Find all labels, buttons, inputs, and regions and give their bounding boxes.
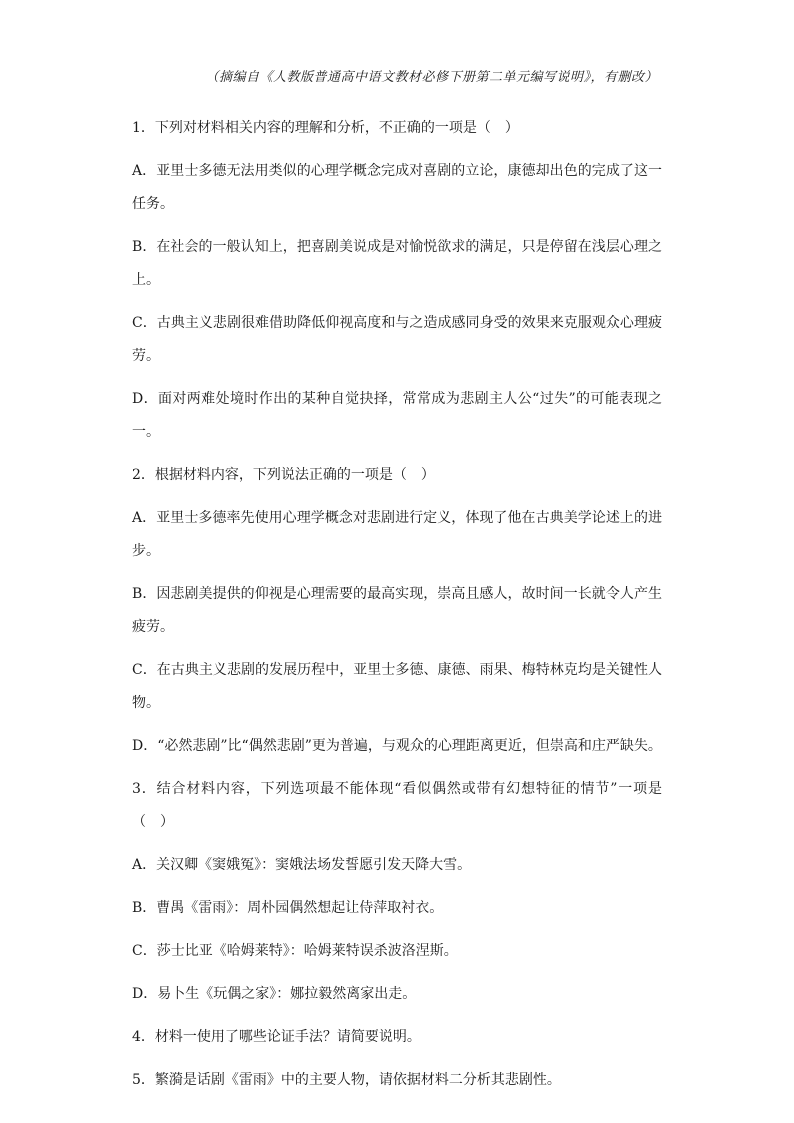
option-b: B．在社会的一般认知上，把喜剧美说成是对愉悦欲求的满足，只是停留在浅层心理之上。: [132, 239, 662, 288]
option-b: B．曹禺《雷雨》：周朴园偶然想起让侍萍取衬衣。: [132, 900, 444, 916]
option-a: A．亚里士多德无法用类似的心理学概念完成对喜剧的立论，康德却出色的完成了这一任务。: [132, 163, 662, 212]
question-2: [132, 459, 662, 763]
question-list: [132, 112, 662, 1107]
source-note: （摘编自《人教版普通高中语文教材必修下册第二单元编写说明》，有删改）: [205, 70, 658, 85]
question-5: [132, 1064, 662, 1097]
question-stem: 5．繁漪是话剧《雷雨》中的主要人物，请依据材料二分析其悲剧性。: [132, 1072, 561, 1088]
option-b: B．因悲剧美提供的仰视是心理需要的最高实现，崇高且感人，故时间一长就令人产生疲劳。: [132, 586, 662, 635]
option-c: C．古典主义悲剧很难借助降低仰视高度和与之造成感同身受的效果来克服观众心理疲劳。: [132, 315, 662, 364]
question-stem: 2．根据材料内容，下列说法正确的一项是（ ）: [132, 467, 435, 483]
option-a: A．亚里士多德率先使用心理学概念对悲剧进行定义，体现了他在古典美学论述上的进步。: [132, 510, 662, 559]
option-d: D．“必然悲剧”比“偶然悲剧”更为普遍，与观众的心理距离更近，但崇高和庄严缺失。: [132, 738, 662, 754]
option-d: D．易卜生《玩偶之家》：娜拉毅然离家出走。: [132, 986, 417, 1002]
option-a: A．关汉卿《窦娥冤》：窦娥法场发誓愿引发天降大雪。: [132, 857, 472, 873]
question-4: [132, 1021, 662, 1054]
option-d: D．面对两难处境时作出的某种自觉抉择，常常成为悲剧主人公“过失”的可能表现之一。: [132, 391, 662, 440]
question-stem: 3．结合材料内容，下列选项最不能体现“看似偶然或带有幻想特征的情节”一项是（ ）: [132, 781, 662, 830]
question-1: [132, 112, 662, 449]
option-c: C．莎士比亚《哈姆莱特》：哈姆莱特误杀波洛涅斯。: [132, 943, 458, 959]
question-3: [132, 773, 662, 1011]
question-stem: 4．材料一使用了哪些论证手法？请简要说明。: [132, 1029, 421, 1045]
question-stem: 1．下列对材料相关内容的理解和分析，不正确的一项是（ ）: [132, 120, 519, 136]
option-c: C．在古典主义悲剧的发展历程中，亚里士多德、康德、雨果、梅特林克均是关键性人物。: [132, 662, 662, 711]
